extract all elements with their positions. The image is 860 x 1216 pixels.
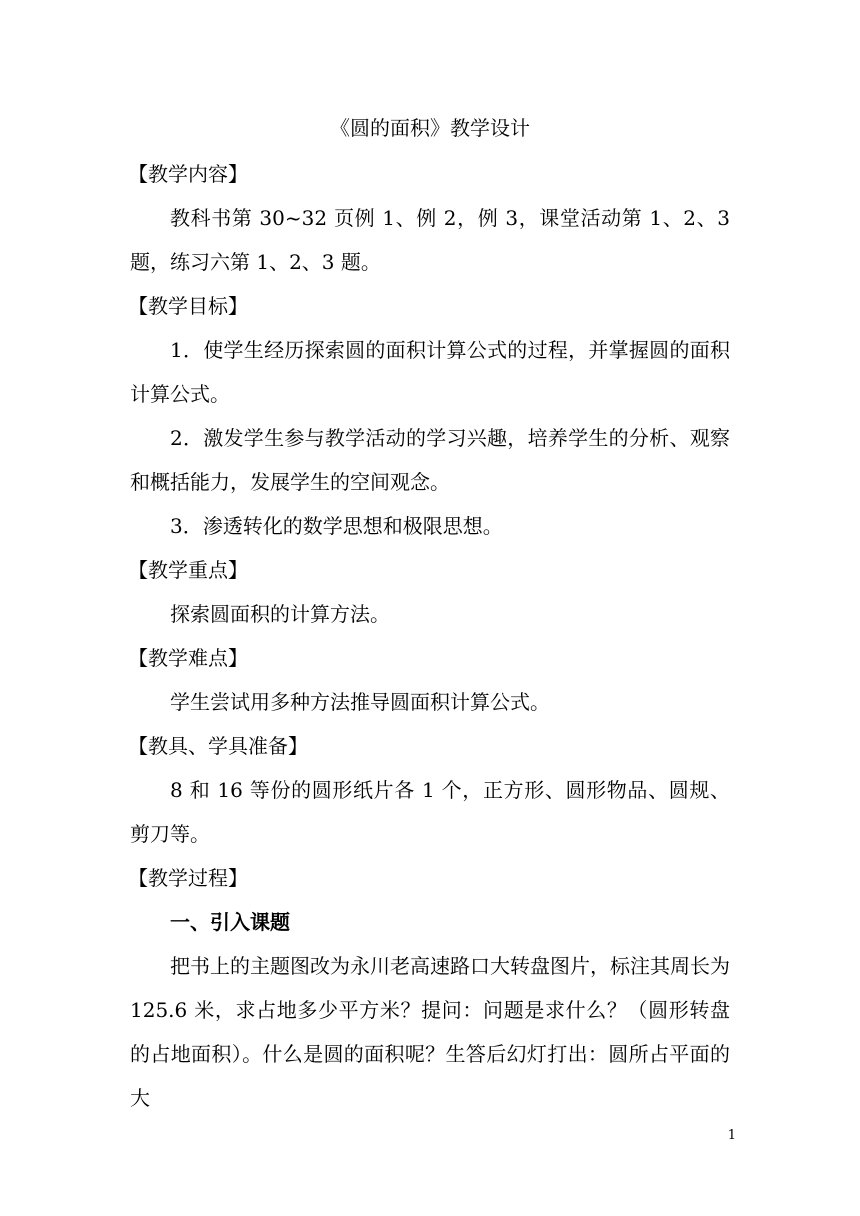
section-heading-difficulties: 【教学难点】 <box>128 646 248 670</box>
subheading-introduction: 一、引入课题 <box>170 910 290 934</box>
paragraph-key-points: 探索圆面积的计算方法。 <box>170 602 390 626</box>
document-title: 《圆的面积》教学设计 <box>330 116 530 140</box>
section-heading-process: 【教学过程】 <box>128 866 248 890</box>
section-heading-materials: 【教具、学具准备】 <box>128 734 308 758</box>
paragraph-goal-1: 1．使学生经历探索圆的面积计算公式的过程，并掌握圆的面积计算公式。 <box>130 338 730 406</box>
document-body <box>130 108 730 1120</box>
section-heading-teaching-content: 【教学内容】 <box>128 162 248 186</box>
paragraph-goal-3: 3．渗透转化的数学思想和极限思想。 <box>170 514 503 538</box>
section-heading-key-points: 【教学重点】 <box>128 558 248 582</box>
section-heading-teaching-goals: 【教学目标】 <box>128 294 248 318</box>
paragraph-teaching-content: 教科书第 30~32 页例 1、例 2，例 3，课堂活动第 1、2、3 题，练习六第 1、2、3 题。 <box>130 206 730 274</box>
paragraph-introduction: 把书上的主题图改为永川老高速路口大转盘图片，标注其周长为 125.6 米，求占地多少平方米？提问：问题是求什么？（圆形转盘的占地面积）。什么是圆的面积呢？生答后幻灯打出：圆所占平面的大 <box>130 954 730 1110</box>
paragraph-difficulties: 学生尝试用多种方法推导圆面积计算公式。 <box>170 690 550 714</box>
paragraph-goal-2: 2．激发学生参与教学活动的学习兴趣，培养学生的分析、观察和概括能力，发展学生的空间观念。 <box>130 426 730 494</box>
page-number: 1 <box>727 1128 736 1143</box>
paragraph-materials: 8 和 16 等份的圆形纸片各 1 个，正方形、圆形物品、圆规、剪刀等。 <box>130 778 730 846</box>
